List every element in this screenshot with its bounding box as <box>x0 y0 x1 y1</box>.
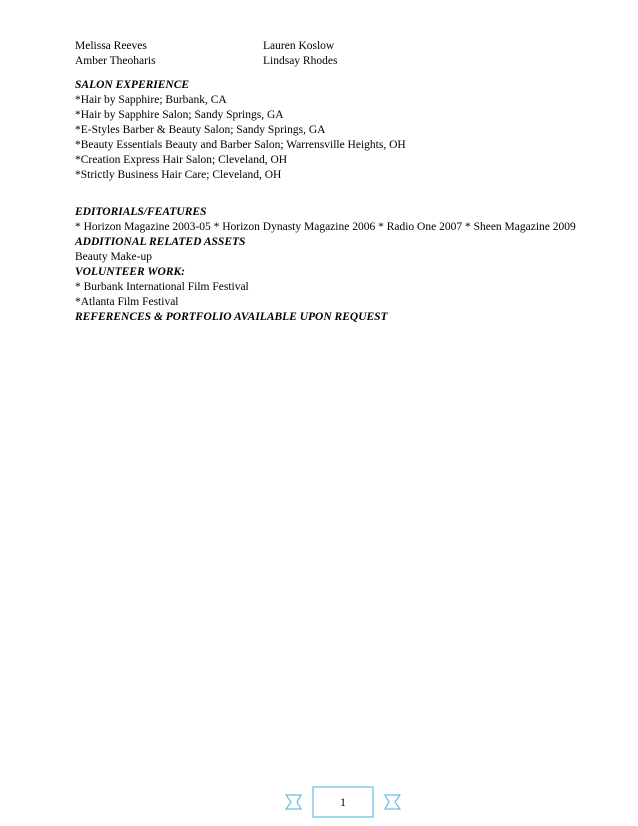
names-row <box>75 54 495 69</box>
name-right: Lauren Koslow <box>263 40 335 52</box>
page-footer <box>283 785 403 821</box>
volunteer-item: * Burbank International Film Festival <box>75 281 249 293</box>
salon-experience-item: *Hair by Sapphire; Burbank, CA <box>75 94 227 106</box>
name-left: Amber Theoharis <box>75 55 156 67</box>
salon-experience-item: *E-Styles Barber & Beauty Salon; Sandy Springs, GA <box>75 124 326 136</box>
additional-assets-text: Beauty Make-up <box>75 251 152 263</box>
salon-experience-item: *Hair by Sapphire Salon; Sandy Springs, GA <box>75 109 284 121</box>
additional-assets-heading: ADDITIONAL RELATED ASSETS <box>75 236 246 248</box>
names-block <box>75 39 495 69</box>
ribbon-right-tail <box>385 795 400 809</box>
salon-experience-item: *Strictly Business Hair Care; Cleveland, OH <box>75 169 282 181</box>
resume-content <box>75 78 615 325</box>
page-number: 1 <box>340 795 346 809</box>
editorials-text: * Horizon Magazine 2003-05 * Horizon Dynasty Magazine 2006 * Radio One 2007 * Sheen Magazine 2009 <box>75 221 576 233</box>
salon-experience-item: *Beauty Essentials Beauty and Barber Salon; Warrensville Heights, OH <box>75 139 406 151</box>
name-left: Melissa Reeves <box>75 40 147 52</box>
editorials-heading: EDITORIALS/FEATURES <box>75 206 207 218</box>
volunteer-heading: VOLUNTEER WORK: <box>75 266 186 278</box>
name-right: Lindsay Rhodes <box>263 55 338 67</box>
ribbon-left-tail <box>286 795 301 809</box>
salon-experience-item: *Creation Express Hair Salon; Cleveland, OH <box>75 154 288 166</box>
names-row <box>75 39 495 54</box>
volunteer-item: *Atlanta Film Festival <box>75 296 179 308</box>
salon-experience-heading: SALON EXPERIENCE <box>75 79 190 91</box>
references-note: REFERENCES & PORTFOLIO AVAILABLE UPON REQUEST <box>75 311 388 323</box>
section-spacer <box>75 183 615 205</box>
